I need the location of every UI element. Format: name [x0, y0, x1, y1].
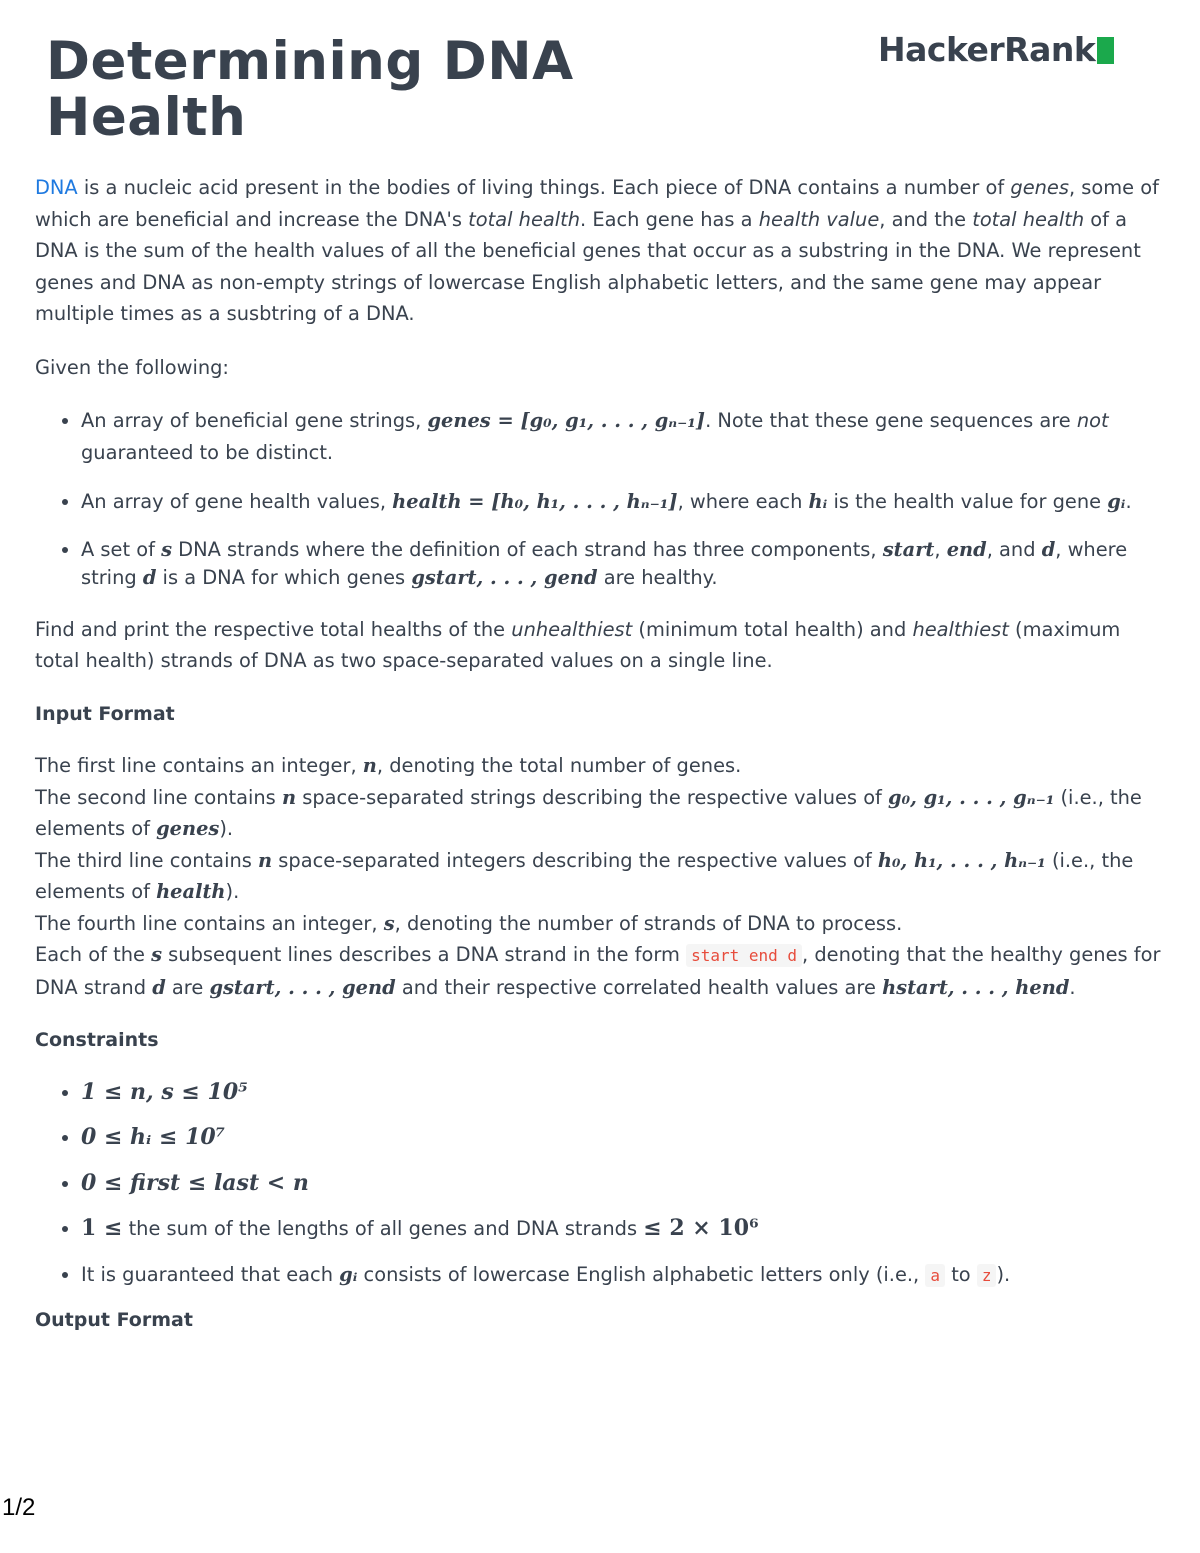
code-z: z [977, 1264, 997, 1287]
input-format-paragraph: The first line contains an integer, n, denoting the total number of genes. The second line contains n space-separated strings describing the respective values of g₀, g₁, . . . , gₙ₋₁ (i.e., the elements of genes). The third line contains n space-separated integers describing the respective values of h₀, h₁, . . . , hₙ₋₁ (i.e., the elements of health). The fourth line contains an integer, s, denoting the number of strands of DNA to process. Each of the s subsequent lines describes a DNA strand in the form start end d , denoting that the healthy genes for DNA strand d are gstart, . . . , gend and their respective correlated health values are hstart, . . . , hend. [35, 754, 1161, 999]
math-genes: genes = [g₀, g₁, . . . , gₙ₋₁] [427, 409, 706, 432]
list-item [81, 1122, 1165, 1154]
logo-square-icon [1097, 37, 1114, 64]
page-title: Determining DNA Health [46, 31, 574, 148]
list-item: • A set of s DNA strands where the definition of each strand has three components, start, end, and d, where string d is a DNA for which genes gstart, . . . , gend are healthy. [81, 536, 1165, 592]
page-number: 1/2 [2, 1494, 36, 1521]
constraint-h: 0 ≤ hᵢ ≤ 10⁷ [81, 1124, 226, 1150]
list-item: • 1 ≤ the sum of the lengths of all genes and DNA strands ≤ 2 × 10⁶ [81, 1213, 1165, 1245]
list-item: • It is guaranteed that each gᵢ consists of lowercase English alphabetic letters only (i.e., a to z ). [81, 1259, 1165, 1292]
list-item: • An array of beneficial gene strings, genes = [g₀, g₁, . . . , gₙ₋₁]. Note that these gene sequences are not guaranteed to be distinct. [81, 405, 1165, 468]
input-format-heading: Input Format [35, 702, 175, 725]
constraints-list [35, 1077, 1165, 1292]
task-paragraph: Find and print the respective total healths of the unhealthiest (minimum total health) and healthiest (maximum total health) strands of DNA as two space-separated values on a single line. [35, 617, 1121, 672]
intro-paragraph: DNA is a nucleic acid present in the bodies of living things. Each piece of DNA contains a number of genes, some of which are beneficial and increase the DNA's total health. Each gene has a health value, and the total health of a DNA is the sum of the health values of all the beneficial genes that occur as a substring in the DNA. We represent genes and DNA as non-empty strings of lowercase English alphabetic letters, and the same gene may appear multiple times as a susbtring of a DNA. [35, 176, 1159, 325]
hackerrank-logo [878, 30, 1114, 69]
logo-text: HackerRank [878, 30, 1096, 69]
code-a: a [925, 1264, 945, 1287]
constraints-heading: Constraints [35, 1029, 159, 1051]
list-item: • An array of gene health values, health = [h₀, h₁, . . . , hₙ₋₁], where each hᵢ is the health value for gene gᵢ. [81, 486, 1165, 518]
constraint-n-s: 1 ≤ n, s ≤ 10⁵ [81, 1078, 248, 1105]
given-paragraph: Given the following: [35, 355, 229, 379]
list-item [81, 1168, 1165, 1200]
given-list [35, 405, 1165, 592]
code-start-end-d: start end d [686, 944, 802, 967]
constraint-first-last: 0 ≤ first ≤ last < n [81, 1169, 309, 1196]
list-item [81, 1077, 1165, 1109]
problem-statement [35, 172, 1165, 1357]
dna-link[interactable]: DNA [35, 176, 78, 199]
math-health: health = [h₀, h₁, . . . , hₙ₋₁] [392, 490, 678, 513]
output-format-heading: Output Format [35, 1309, 193, 1331]
